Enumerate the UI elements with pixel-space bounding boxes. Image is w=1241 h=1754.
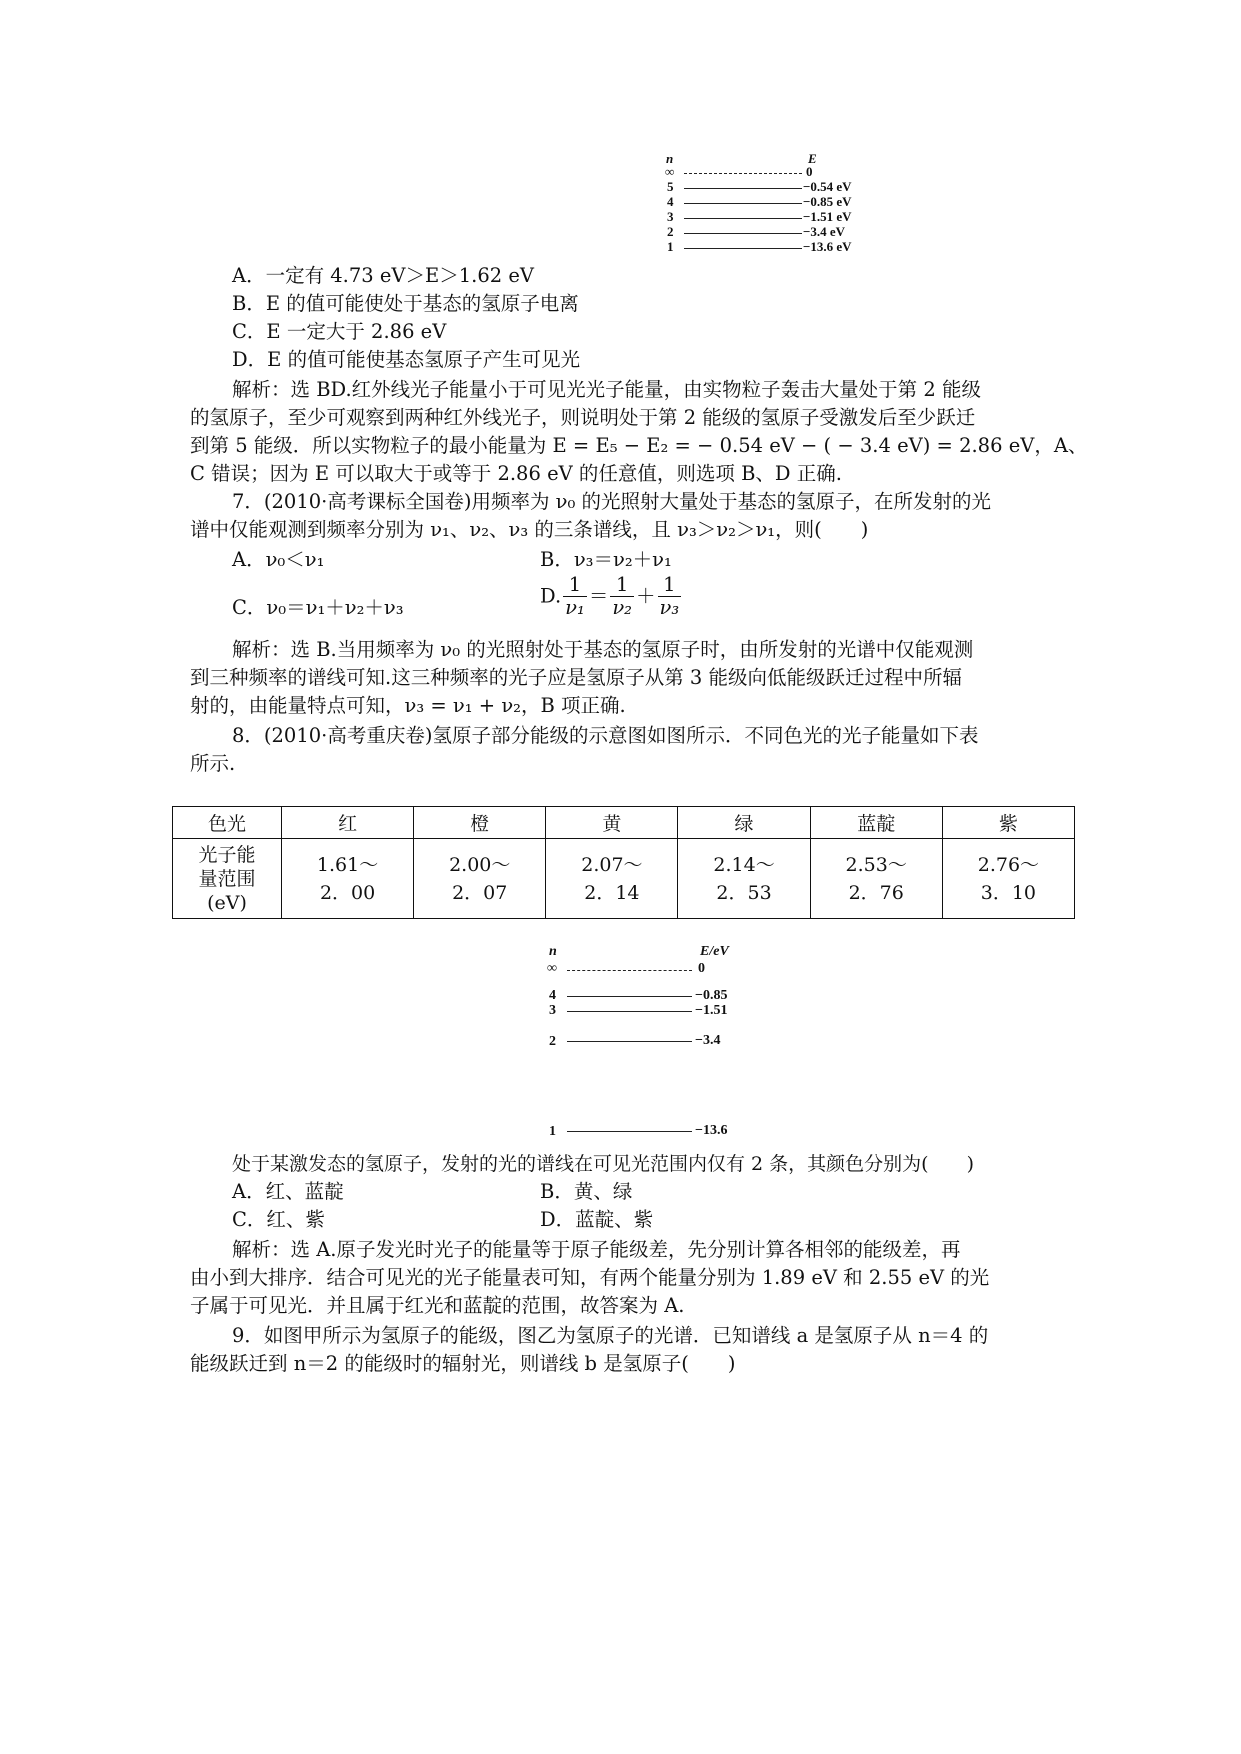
diagram1-level-n: 4 [667,194,674,209]
diagram1-level-line [684,188,802,189]
table-header-cell: 红 [282,807,414,839]
q9-stem-line: 9．如图甲所示为氢原子的能级，图乙为氢原子的光谱．已知谱线 a 是氢原子从 n＝4 的 [232,1324,989,1347]
diagram2-level-e: −0.85 [695,988,728,1003]
diagram1-level-line [684,218,802,219]
equals-sign: ＝ [588,584,609,608]
diagram1-n-header: n [666,151,674,166]
table-header-cell: 橙 [414,807,546,839]
q7-stem-line: 7．(2010·高考课标全国卷)用频率为 ν₀ 的光照射大量处于基态的氢原子，在所发射的光 [232,490,992,513]
diagram2-level-e: −1.51 [695,1003,728,1018]
diagram1-level-n: 2 [667,224,674,239]
diagram2-level-e: −3.4 [695,1033,721,1048]
q8-option-a: A．红、蓝靛 [232,1180,344,1203]
fraction-denominator: ν₁ [565,596,585,619]
q6-option-b: B．E 的值可能使处于基态的氢原子电离 [232,292,579,315]
q6-analysis-line: 解析：选 BD.红外线光子能量小于可见光光子能量，由实物粒子轰击大量处于第 2 能级 [232,378,981,401]
q8-stem-line: 所示. [190,752,236,775]
diagram1-level-e: −0.54 eV [803,179,852,194]
diagram1-level-e: −13.6 eV [803,239,852,254]
q8-option-d: D．蓝靛、紫 [540,1208,654,1231]
q8-stem-line: 8．(2010·高考重庆卷)氢原子部分能级的示意图如图所示．不同色光的光子能量如下表 [232,724,979,747]
q7-analysis-line: 解析：选 B.当用频率为 ν₀ 的光照射处于基态的氢原子时，由所发射的光谱中仅能观测 [232,638,974,661]
table-cell: 1.61～ 2．00 [282,839,414,919]
q7-analysis-line: 到三种频率的谱线可知.这三种频率的光子应是氢原子从第 3 能级向低能级跃迁过程中所辐 [190,666,963,689]
q7-option-c: C．ν₀＝ν₁＋ν₂＋ν₃ [232,596,404,619]
row-label-line: 光子能 [198,843,256,866]
diagram2-level-n: ∞ [547,961,557,976]
table-cell: 2.07～ 2．14 [546,839,678,919]
diagram2-n-header: n [549,944,557,959]
diagram1-level-line [684,203,802,204]
fraction-denominator: ν₂ [612,596,632,619]
q8-analysis-line: 由小到大排序．结合可见光的光子能量表可知，有两个能量分别为 1.89 eV 和 2.55 eV 的光 [190,1266,990,1289]
plus-sign: ＋ [636,584,656,608]
q8-analysis-line: 子属于可见光．并且属于红光和蓝靛的范围，故答案为 A. [190,1294,685,1317]
fraction-denominator: ν₃ [659,596,680,619]
diagram2-e-header: E/eV [700,944,729,959]
q7-analysis-line: 射的，由能量特点可知，ν₃ = ν₁ + ν₂，B 项正确. [190,694,626,717]
q9-stem-line: 能级跃迁到 n＝2 的能级时的辐射光，则谱线 b 是氢原子( ) [190,1352,736,1375]
table-row [173,839,1075,919]
diagram1-level-e: −0.85 eV [803,194,852,209]
table-header-cell: 色光 [173,807,282,839]
diagram1-level-line [684,233,802,234]
diagram2-level-line [567,970,692,971]
fraction-numerator: 1 [658,574,682,597]
q8-analysis-line: 解析：选 A.原子发光时光子的能量等于原子能级差，先分别计算各相邻的能级差，再 [232,1238,961,1261]
table-row-label [173,839,282,919]
fraction-numerator: 1 [563,574,587,597]
q7-option-d [540,574,683,619]
row-label-line: 量范围 [198,867,256,890]
diagram1-level-n: 3 [667,209,674,224]
diagram2-level-e: 0 [698,961,705,976]
table-header-cell: 黄 [546,807,678,839]
diagram1-level-n: 1 [667,239,674,254]
q8-option-c: C．红、紫 [232,1208,325,1231]
q6-option-d: D．E 的值可能使基态氢原子产生可见光 [232,348,581,371]
table-cell: 2.76～ 3．10 [942,839,1074,919]
diagram2-level-n: 3 [549,1003,556,1018]
diagram1-level-e: −1.51 eV [803,209,852,224]
diagram1-level-e: 0 [806,164,813,179]
diagram1-level-line [684,248,802,249]
q7-d-prefix: D. [540,584,562,608]
fraction-numerator: 1 [610,574,634,597]
diagram2-level-line [567,1131,692,1132]
color-light-energy-table [172,806,1075,919]
diagram2-level-line [567,996,692,997]
diagram2-level-line [567,1011,692,1012]
q7-stem-line: 谱中仅能观测到频率分别为 ν₁、ν₂、ν₃ 的三条谱线，且 ν₃＞ν₂＞ν₁，则( ) [190,518,869,541]
q6-analysis-line: 的氢原子，至少可观察到两种红外线光子，则说明处于第 2 能级的氢原子受激发后至少跃迁 [190,406,976,429]
fraction [658,574,682,619]
table-header-cell: 绿 [678,807,810,839]
diagram1-level-n: 5 [667,179,674,194]
q6-option-a: A．一定有 4.73 eV＞E＞1.62 eV [232,264,534,287]
diagram2-level-line [567,1041,692,1042]
row-label-line: (eV) [207,891,247,914]
table-header-row [173,807,1075,839]
diagram2-level-n: 2 [549,1034,556,1049]
diagram1-e-header: E [808,151,817,166]
fraction [563,574,587,619]
q6-analysis-line: C 错误；因为 E 可以取大于或等于 2.86 eV 的任意值，则选项 B、D 正确. [190,462,842,485]
table-header-cell: 蓝靛 [810,807,942,839]
table-cell: 2.53～ 2．76 [810,839,942,919]
q6-analysis-line: 到第 5 能级．所以实物粒子的最小能量为 E = E₅ − E₂ = − 0.54 eV − ( − 3.4 eV) = 2.86 eV，A、 [190,434,1088,457]
q8-option-b: B．黄、绿 [540,1180,633,1203]
table-cell: 2.14～ 2．53 [678,839,810,919]
q7-option-a: A．ν₀＜ν₁ [232,548,325,571]
q6-option-c: C．E 一定大于 2.86 eV [232,320,447,343]
table-cell: 2.00～ 2．07 [414,839,546,919]
fraction [610,574,634,619]
diagram2-level-n: 1 [549,1124,556,1139]
diagram2-level-n: 4 [549,988,556,1003]
diagram1-level-line [684,173,802,174]
diagram2-level-e: −13.6 [695,1123,728,1138]
diagram1-level-n: ∞ [665,164,675,179]
diagram1-level-e: −3.4 eV [803,224,846,239]
q8-question: 处于某激发态的氢原子，发射的光的谱线在可见光范围内仅有 2 条，其颜色分别为( ) [232,1153,974,1175]
table-header-cell: 紫 [942,807,1074,839]
q7-option-b: B．ν₃＝ν₂＋ν₁ [540,548,672,571]
